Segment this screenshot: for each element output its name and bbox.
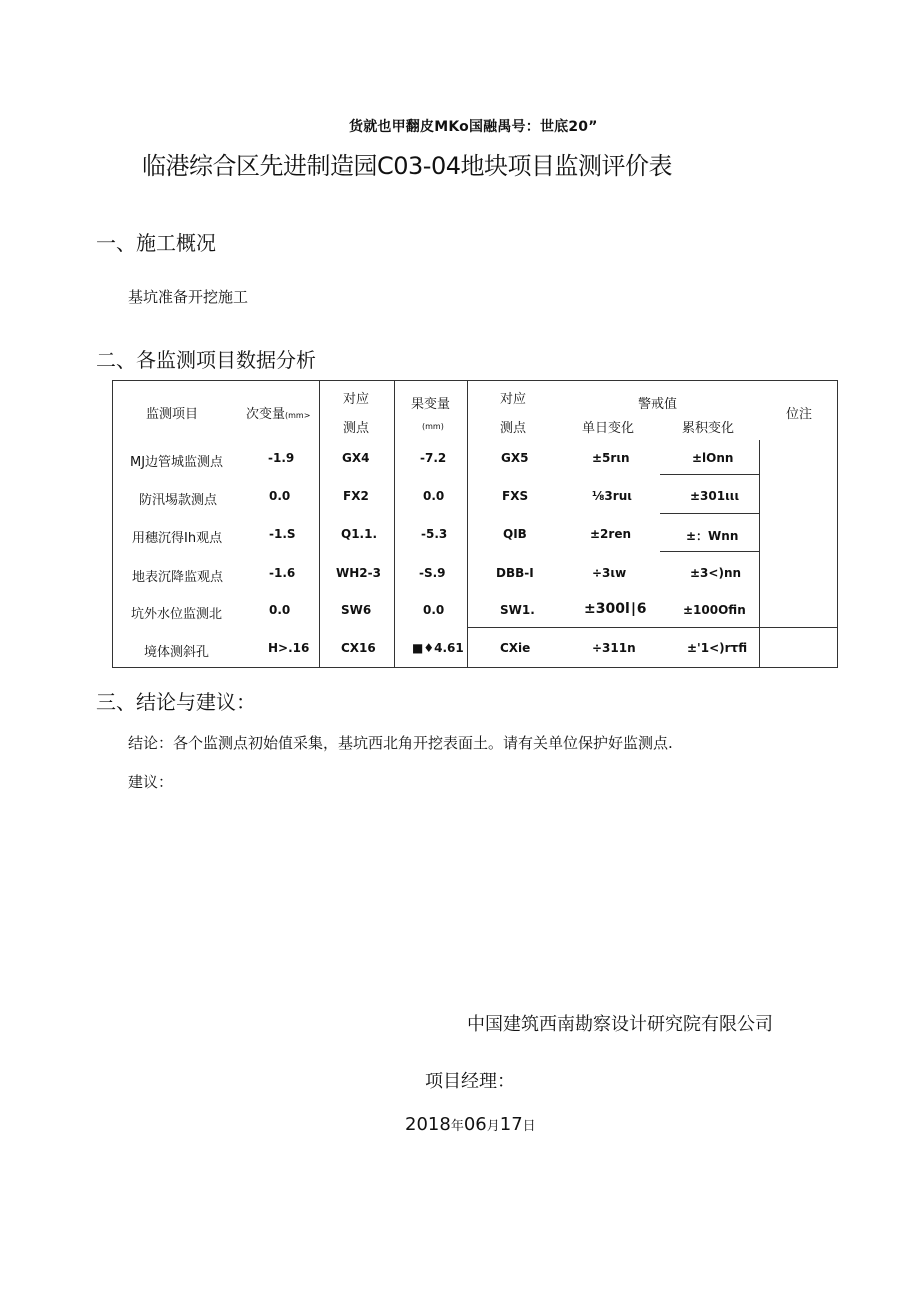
row-daily: ±5rιn: [592, 451, 630, 465]
table-rule-accum-1: [660, 474, 760, 475]
row-item: 用穗沉得Ih观点: [132, 531, 223, 546]
row-accum: ±：Wnn: [686, 529, 739, 543]
row-item: MJ边管城监测点: [130, 455, 224, 470]
row-point2: QIB: [503, 527, 527, 541]
row-point2: DBB-I: [496, 566, 534, 580]
row-accum: ±'1<)rτfi: [687, 641, 748, 655]
document-subtitle: 货就也甲翻皮MKo国融禺号：世底20”: [349, 119, 598, 135]
table-divider-1: [319, 380, 320, 668]
table-rule-accum-3: [660, 551, 760, 552]
row-point1: CX16: [341, 641, 376, 655]
col-header-item: 监测项目: [146, 407, 199, 422]
col-header-note: 位注: [786, 407, 813, 422]
row-change: 0.0: [269, 603, 291, 617]
document-title: 临港综合区先进制造园C03-04地块项目监测评价表: [142, 152, 672, 180]
company-name: 中国建筑西南勘察设计研究院有限公司: [467, 1014, 773, 1035]
row-point1: WH2-3: [336, 566, 381, 580]
row-cumulative: ■♦4.61: [412, 641, 464, 655]
row-item: 坑外水位监测北: [131, 607, 223, 622]
row-point1: FX2: [343, 489, 369, 503]
conclusion-text: 结论：各个监测点初始值采集，基坑西北角开挖表面土。请有关单位保护好监测点.: [128, 734, 673, 752]
col-header-point1-a: 对应: [343, 392, 370, 407]
row-daily: ±300l∣6: [584, 601, 647, 617]
row-item: 地表沉降监观点: [132, 570, 224, 585]
row-accum: ±301ιιι: [690, 489, 740, 503]
section-heading-data-analysis: 二、各监测项目数据分析: [96, 348, 316, 372]
row-daily: ÷311n: [592, 641, 636, 655]
col-header-accum: 累积变化: [682, 421, 735, 436]
table-rule-accum-2: [660, 513, 760, 514]
section-heading-overview: 一、施工概况: [96, 231, 216, 255]
col-header-point2-a: 对应: [500, 392, 527, 407]
col-header-change-unit: (mm>: [285, 411, 311, 420]
row-point2: CXie: [500, 641, 531, 655]
table-divider-3: [467, 380, 468, 668]
row-daily: ÷3ιw: [592, 566, 627, 580]
row-point1: GX4: [342, 451, 370, 465]
row-item: 境体测斜孔: [144, 645, 210, 660]
table-border-top: [112, 380, 838, 381]
col-header-daily: 单日变化: [582, 421, 635, 436]
col-header-point2-b: 测点: [500, 421, 527, 436]
row-change: -1.9: [268, 451, 295, 465]
col-header-change: 次变量(mm>: [246, 407, 311, 422]
row-cumulative: -7.2: [420, 451, 447, 465]
table-border-left: [112, 380, 113, 668]
col-header-cumulative-unit: (mm): [422, 422, 444, 431]
row-daily: ±2ren: [590, 527, 632, 541]
col-header-warning: 警戒值: [638, 397, 678, 412]
project-manager-label: 项目经理：: [425, 1071, 515, 1092]
row-point1: Q1.1.: [341, 527, 378, 541]
table-rule-last-row: [467, 627, 838, 628]
row-change: 0.0: [269, 489, 291, 503]
row-accum: ±3<)nn: [690, 566, 742, 580]
col-header-cumulative: 果变量: [411, 397, 451, 412]
row-point2: GX5: [501, 451, 529, 465]
col-header-point1-b: 测点: [343, 421, 370, 436]
table-border-right: [837, 380, 838, 668]
row-change: -1.S: [269, 527, 296, 541]
overview-text: 基坑准备开挖施工: [128, 288, 249, 306]
table-divider-2: [394, 380, 395, 668]
row-accum: ±100Ofin: [683, 603, 746, 617]
row-cumulative: -S.9: [419, 566, 446, 580]
row-change: H>.16: [268, 641, 310, 655]
row-cumulative: 0.0: [423, 603, 445, 617]
row-cumulative: -5.3: [421, 527, 448, 541]
row-change: -1.6: [269, 566, 296, 580]
row-daily: ⅛3ruι: [592, 489, 632, 503]
row-cumulative: 0.0: [423, 489, 445, 503]
row-point2: FXS: [502, 489, 529, 503]
row-accum: ±lOnn: [692, 451, 734, 465]
row-item: 防汛埸款测点: [139, 493, 218, 508]
report-date: 2018年06月17日: [405, 1114, 536, 1135]
section-heading-conclusion: 三、结论与建议：: [96, 690, 256, 714]
suggestion-label: 建议：: [128, 773, 174, 791]
table-border-bottom: [112, 667, 838, 668]
row-point2: SW1.: [500, 603, 535, 617]
row-point1: SW6: [341, 603, 372, 617]
